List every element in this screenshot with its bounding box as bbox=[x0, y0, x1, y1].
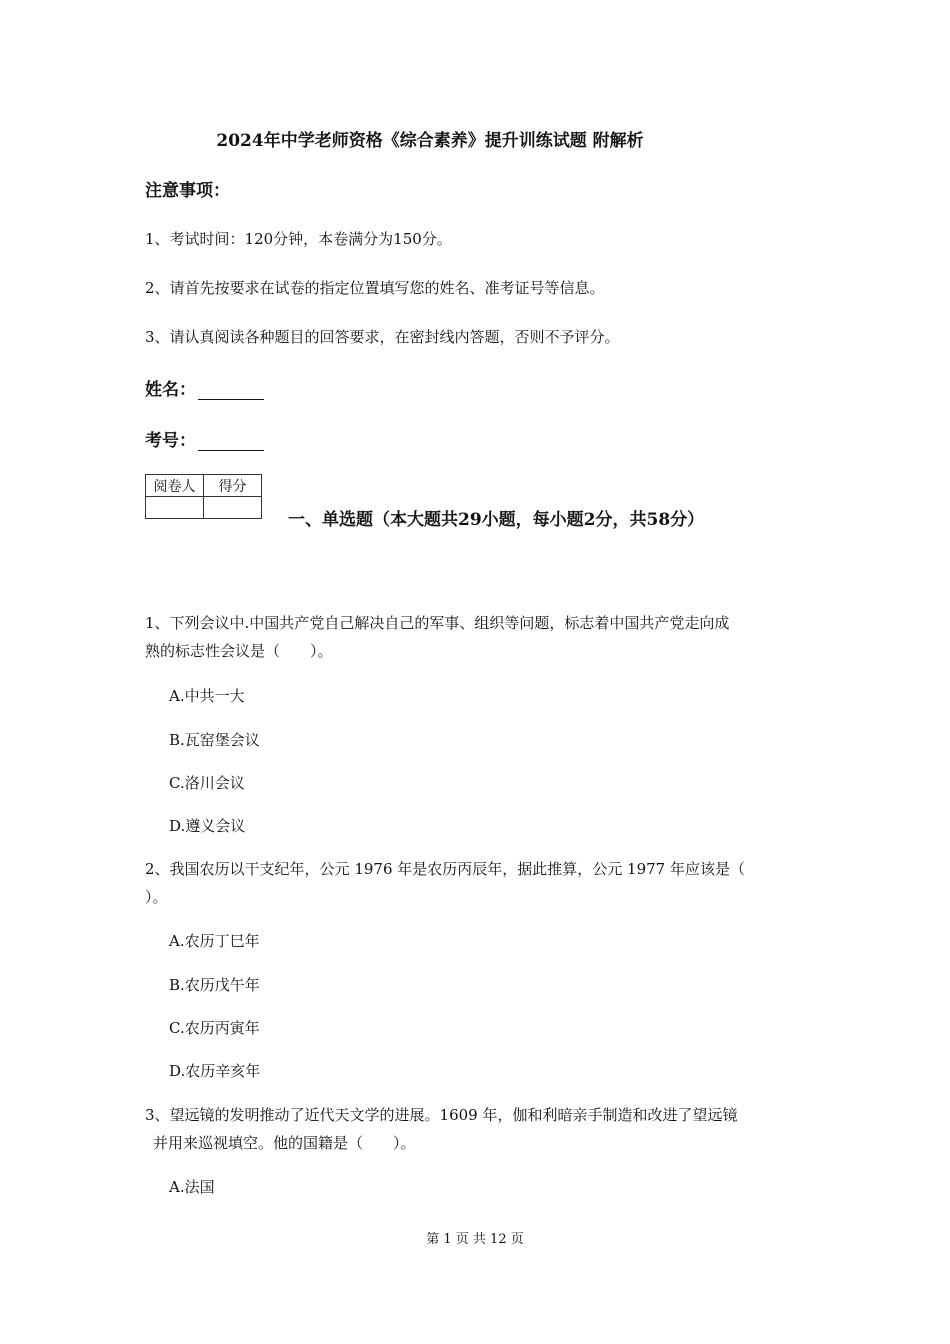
question-2-line-2: ）。 bbox=[145, 888, 168, 906]
question-2 bbox=[145, 856, 745, 910]
grader-table bbox=[145, 474, 262, 519]
question-1-option-a: A.中共一大 bbox=[169, 687, 245, 705]
notice-item-1: 1、考试时间：120分钟，本卷满分为150分。 bbox=[145, 230, 452, 248]
question-3 bbox=[145, 1102, 738, 1156]
question-1-line-1: 1、下列会议中.中国共产党自己解决自己的军事、组织等问题，标志着中国共产党走向成 bbox=[145, 614, 730, 632]
page-title: 2024年中学老师资格《综合素养》提升训练试题 附解析 bbox=[216, 131, 644, 151]
name-label: 姓名： bbox=[145, 380, 196, 400]
question-1-option-c: C.洛川会议 bbox=[169, 774, 245, 792]
notice-item-3: 3、请认真阅读各种题目的回答要求，在密封线内答题，否则不予评分。 bbox=[145, 328, 620, 346]
section-heading: 一、单选题（本大题共29小题，每小题2分，共58分） bbox=[288, 510, 705, 530]
grader-cell-reviewer[interactable] bbox=[146, 497, 204, 519]
question-3-line-2: 并用来巡视填空。他的国籍是（ ）。 bbox=[153, 1134, 416, 1152]
notice-item-2: 2、请首先按要求在试卷的指定位置填写您的姓名、准考证号等信息。 bbox=[145, 279, 605, 297]
question-1-line-2: 熟的标志性会议是（ ）。 bbox=[145, 642, 333, 660]
id-blank[interactable] bbox=[198, 432, 264, 451]
question-1-option-b: B.瓦窑堡会议 bbox=[169, 731, 260, 749]
question-2-option-a: A.农历丁巳年 bbox=[169, 932, 260, 950]
question-2-option-d: D.农历辛亥年 bbox=[169, 1062, 261, 1080]
grader-header-reviewer: 阅卷人 bbox=[146, 475, 204, 497]
question-1 bbox=[145, 610, 729, 664]
question-2-option-b: B.农历戊午年 bbox=[169, 976, 260, 994]
notice-heading: 注意事项： bbox=[145, 181, 230, 201]
grader-cell-score[interactable] bbox=[204, 497, 262, 519]
question-2-option-c: C.农历丙寅年 bbox=[169, 1019, 260, 1037]
question-3-line-1: 3、望远镜的发明推动了近代天文学的进展。1609 年，伽和利暗亲手制造和改进了望远镜 bbox=[145, 1106, 738, 1124]
page-footer: 第 1 页 共 12 页 bbox=[426, 1232, 524, 1247]
name-blank[interactable] bbox=[198, 381, 264, 400]
question-1-option-d: D.遵义会议 bbox=[169, 817, 246, 835]
question-3-option-a: A.法国 bbox=[169, 1178, 215, 1196]
question-2-line-1: 2、我国农历以干支纪年，公元 1976 年是农历丙辰年，据此推算，公元 1977 年应该是（ bbox=[145, 860, 745, 878]
name-field bbox=[145, 375, 264, 400]
grader-header-score: 得分 bbox=[204, 475, 262, 497]
id-label: 考号： bbox=[145, 431, 196, 451]
id-field bbox=[145, 426, 264, 451]
